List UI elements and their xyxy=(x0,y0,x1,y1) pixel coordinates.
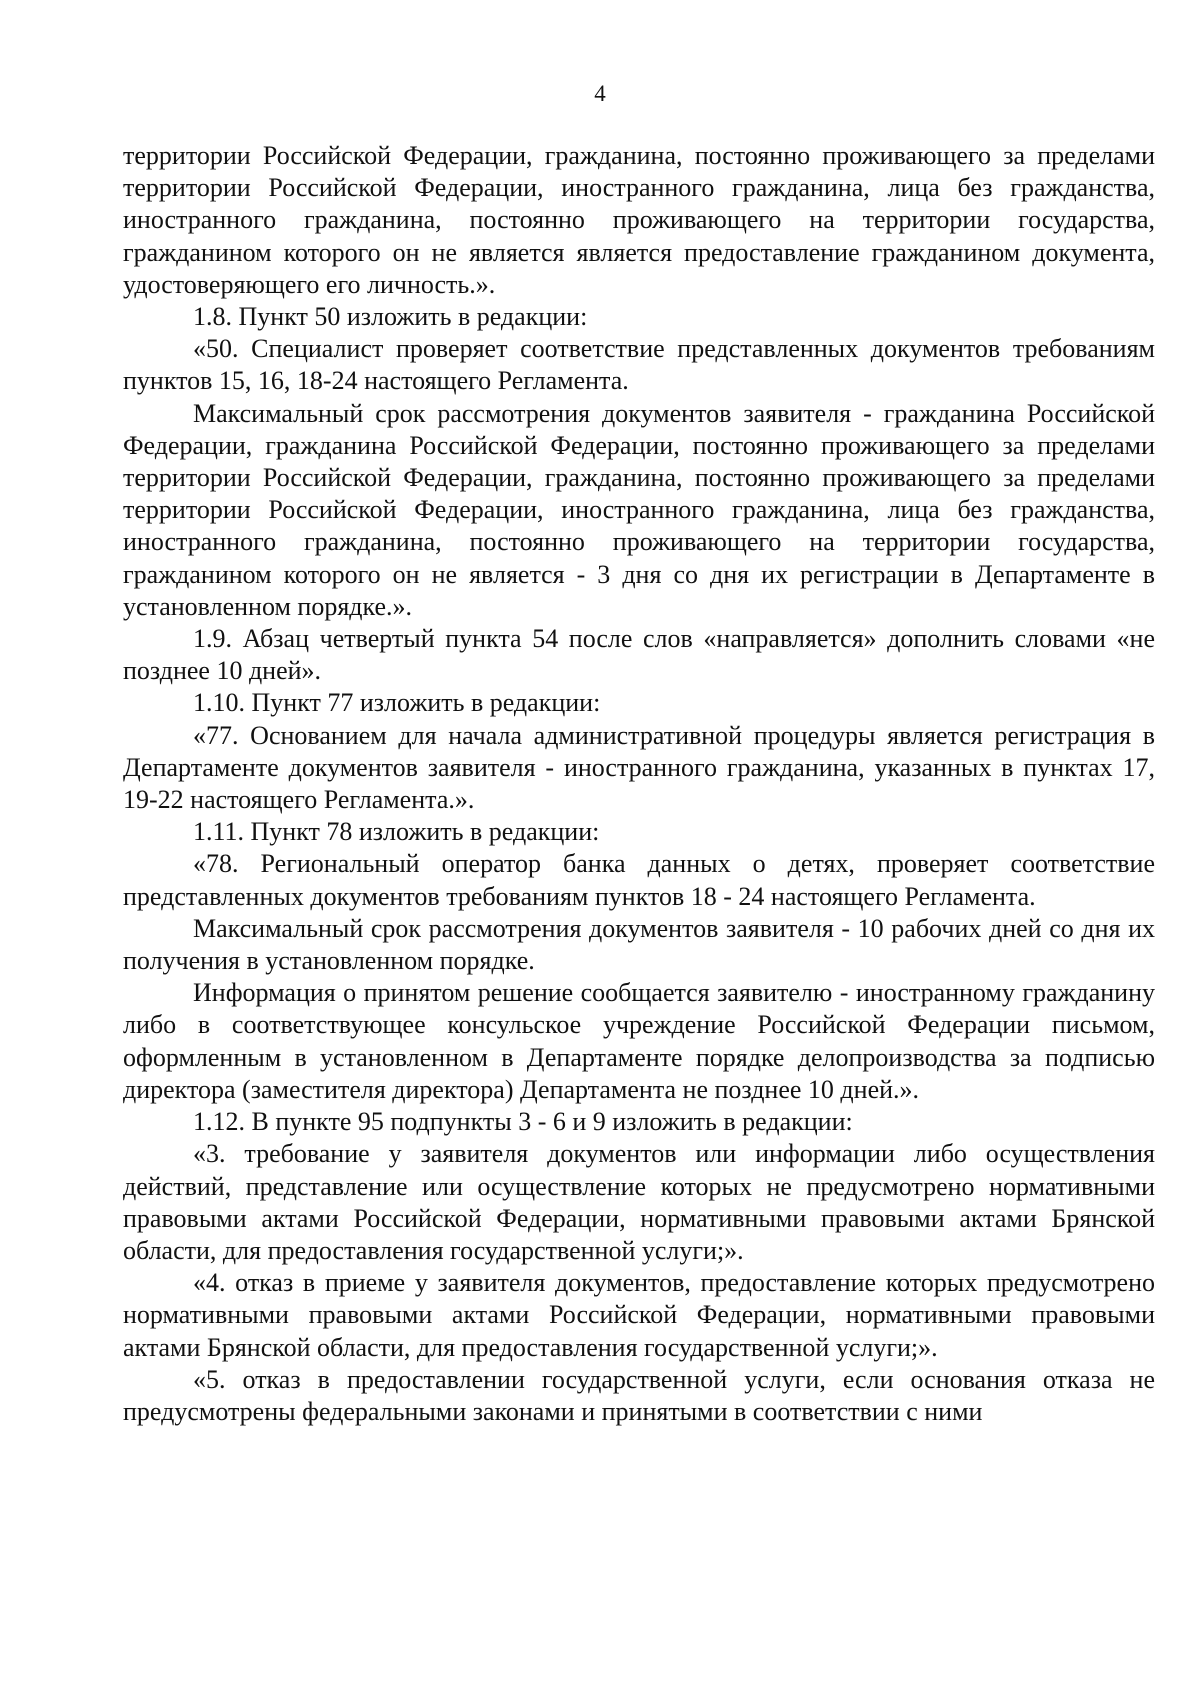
paragraph-continuation: территории Российской Федерации, гражданина, постоянно проживающего за пределами территории Российской Федерации, иностранного гражданина, лица без гражданства, иностранного гражданина, постоянно проживающего на территории государства, гражданином которого он не является является предоставление гражданином документа, удостоверяющего его личность.». xyxy=(123,141,1155,299)
page-number: 4 xyxy=(594,81,606,106)
paragraph-point-50: «50. Специалист проверяет соответствие представленных документов требованиям пунктов 15, 16, 18-24 настоящего Регламента. xyxy=(123,334,1155,396)
paragraph-max-review-term-10-days: Максимальный срок рассмотрения документов заявителя - 10 рабочих дней со дня их получения в установленном порядке. xyxy=(123,913,1155,976)
paragraph-item-1-10: 1.10. Пункт 77 изложить в редакции: xyxy=(193,688,601,718)
paragraph-subpoint-3: «3. требование у заявителя документов или информации либо осуществления действий, представление или осуществление которых не предусмотрено нормативными правовыми актами Российской Федерации, нормативными правовыми актами Брянской области, для предоставления государственной услуги;». xyxy=(123,1139,1155,1265)
paragraph-point-78: «78. Региональный оператор банка данных о детях, проверяет соответствие представленных документов требованиям пунктов 18 - 24 настоящего Регламента. xyxy=(123,849,1155,911)
document-body xyxy=(123,140,1155,1428)
paragraph-item-1-12: 1.12. В пункте 95 подпункты 3 - 6 и 9 изложить в редакции: xyxy=(193,1107,853,1137)
paragraph-decision-info: Информация о принятом решение сообщается заявителю - иностранному гражданину либо в соответствующее консульское учреждение Российской Федерации письмом, оформленным в установленном в Департаменте порядке делопроизводства за подписью директора (заместителя директора) Департамента не позднее 10 дней.». xyxy=(123,978,1155,1104)
paragraph-item-1-11: 1.11. Пункт 78 изложить в редакции: xyxy=(193,817,600,847)
paragraph-max-review-term: Максимальный срок рассмотрения документов заявителя - гражданина Российской Федерации, гражданина Российской Федерации, постоянно проживающего за пределами территории Российской Федерации, гражданина, постоянно проживающего за пределами территории Российской Федерации, иностранного гражданина, лица без гражданства, иностранного гражданина, постоянно проживающего на территории государства, гражданином которого он не является - 3 дня со дня их регистрации в Департаменте в установленном порядке.». xyxy=(123,398,1155,621)
paragraph-item-1-9: 1.9. Абзац четвертый пункта 54 после слов «направляется» дополнить словами «не позднее 10 дней». xyxy=(123,624,1155,686)
paragraph-point-77: «77. Основанием для начала административной процедуры является регистрация в Департаменте документов заявителя - иностранного гражданина, указанных в пунктах 17, 19-22 настоящего Регламента.». xyxy=(123,720,1155,815)
paragraph-item-1-8: 1.8. Пункт 50 изложить в редакции: xyxy=(193,302,588,332)
paragraph-subpoint-5: «5. отказ в предоставлении государственной услуги, если основания отказа не предусмотрены федеральными законами и принятыми в соответствии с ними xyxy=(123,1364,1155,1426)
paragraph-subpoint-4: «4. отказ в приеме у заявителя документов, предоставление которых предусмотрено нормативными правовыми актами Российской Федерации, нормативными правовыми актами Брянской области, для предоставления государственной услуги;». xyxy=(123,1268,1155,1362)
